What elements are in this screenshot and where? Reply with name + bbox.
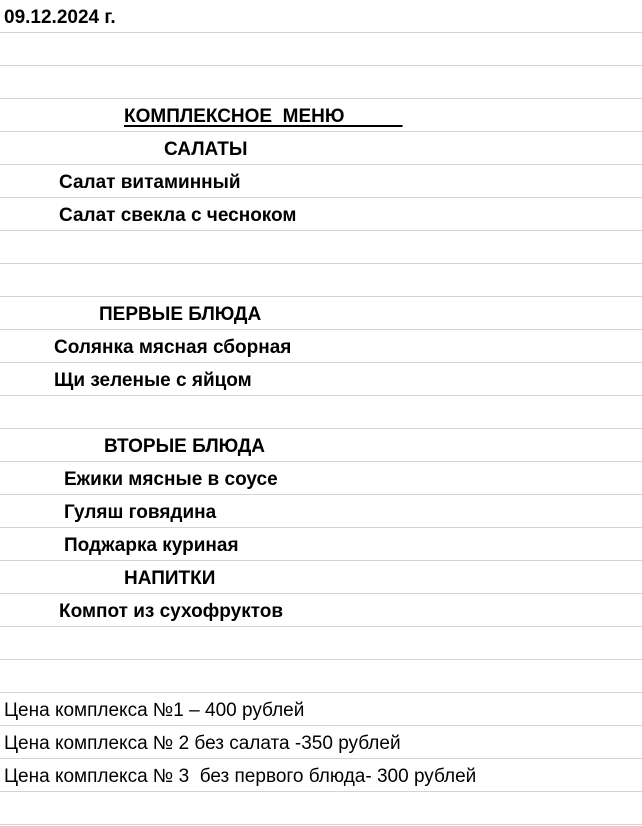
menu-date[interactable]: 09.12.2024 г. (4, 7, 116, 28)
price-line[interactable]: Цена комплекса № 3 без первого блюда- 300 рублей (4, 766, 477, 787)
sheet-row (0, 330, 642, 363)
menu-item[interactable]: Салат свекла с чесноком (59, 205, 297, 226)
sheet-row (0, 726, 642, 759)
sheet-row (0, 693, 642, 726)
menu-item[interactable]: Ежики мясные в соусе (64, 469, 278, 490)
section-heading-second-courses[interactable]: ВТОРЫЕ БЛЮДА (104, 436, 266, 457)
sheet-row (0, 66, 642, 99)
sheet-row (0, 231, 642, 264)
menu-item[interactable]: Щи зеленые с яйцом (54, 370, 252, 391)
price-line[interactable]: Цена комплекса №1 – 400 рублей (4, 700, 305, 721)
menu-item[interactable]: Компот из сухофруктов (59, 601, 284, 622)
menu-item[interactable]: Поджарка куриная (64, 535, 239, 556)
sheet-row (0, 759, 642, 792)
sheet-row (0, 660, 642, 693)
sheet-row (0, 462, 642, 495)
sheet-row (0, 99, 642, 132)
sheet-row (0, 561, 642, 594)
sheet-row (0, 297, 642, 330)
sheet-row (0, 627, 642, 660)
section-heading-first-courses[interactable]: ПЕРВЫЕ БЛЮДА (99, 304, 262, 325)
sheet-row (0, 792, 642, 825)
sheet-row (0, 429, 642, 462)
sheet-row (0, 495, 642, 528)
sheet-row (0, 363, 642, 396)
menu-title[interactable]: КОМПЛЕКСНОЕ МЕНЮ (124, 106, 403, 127)
sheet-row (0, 594, 642, 627)
menu-item[interactable]: Гуляш говядина (64, 502, 217, 523)
sheet-row (0, 396, 642, 429)
menu-item[interactable]: Салат витаминный (59, 172, 241, 193)
price-line[interactable]: Цена комплекса № 2 без салата -350 рублей (4, 733, 401, 754)
sheet-row (0, 528, 642, 561)
sheet-row (0, 264, 642, 297)
sheet-row (0, 33, 642, 66)
sheet-row (0, 165, 642, 198)
section-heading-drinks[interactable]: НАПИТКИ (124, 568, 216, 589)
sheet-row (0, 0, 642, 33)
section-heading-salads[interactable]: САЛАТЫ (164, 139, 248, 160)
menu-item[interactable]: Солянка мясная сборная (54, 337, 292, 358)
sheet-row (0, 198, 642, 231)
sheet-row (0, 132, 642, 165)
